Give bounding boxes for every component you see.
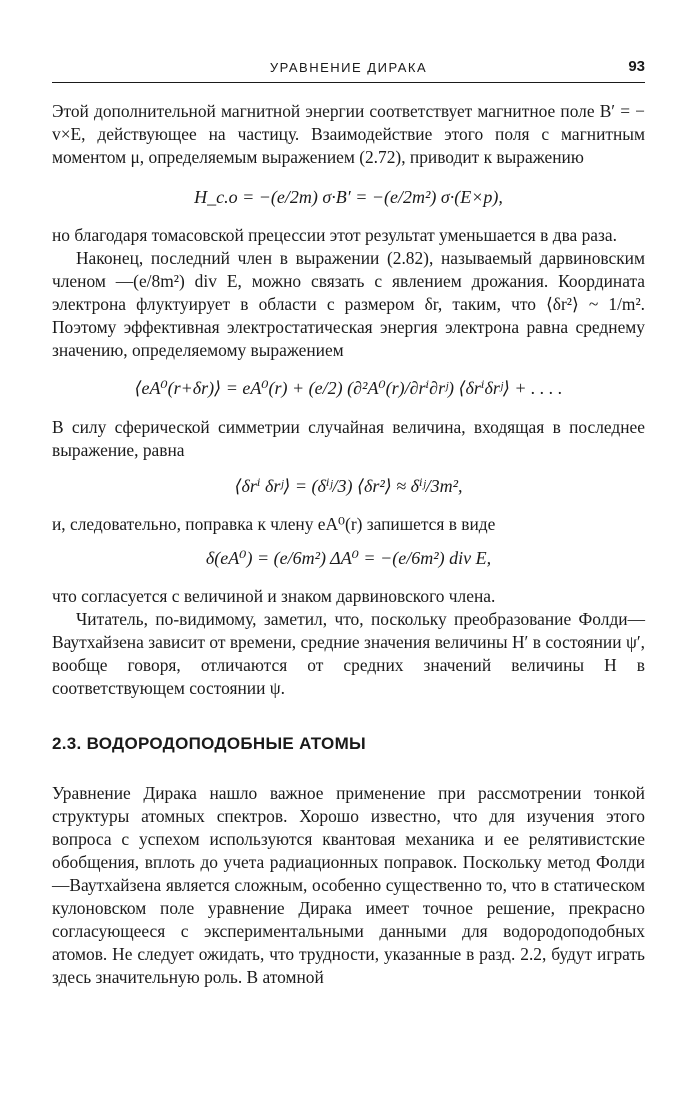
body-text bbox=[52, 100, 645, 989]
paragraph-4: В силу сферической симметрии случайная величина, входящая в последнее выражение, равна bbox=[52, 417, 645, 460]
formula-darwin-average: ⟨eA⁰(r+δr)⟩ = eA⁰(r) + (e/2) (∂²A⁰(r)/∂rⁱ∂rʲ) ⟨δrⁱδrʲ⟩ + . . . . bbox=[134, 378, 563, 398]
paragraph-8: Уравнение Дирака нашло важное применение при рассмотрении тонкой структуры атомных спектров. Хорошо известно, что для изучения этого вопроса с успехом используются квантовая механика и ее релятивистские обобщения, вплоть до учета радиационных поправок. Поскольку метод Фолди—Ваутхайзена является сложным, особенно существенно то, что в статическом кулоновском поле уравнение Дирака имеет точное решение, прекрасно согласующееся с экспериментальными данными для водородоподобных атомов. Не следует ожидать, что трудности, указанные в разд. 2.2, будут играть здесь значительную роль. В атомной bbox=[52, 783, 645, 987]
page-header bbox=[52, 58, 645, 83]
page-number: 93 bbox=[628, 58, 645, 75]
running-title: УРАВНЕНИЕ ДИРАКА bbox=[269, 60, 428, 75]
paragraph-7: Читатель, по-видимому, заметил, что, поскольку преобразование Фолди—Ваутхайзена зависит от времени, средние значения величины H′ в состоянии ψ′, вообще говоря, отличаются от средних значений величины H в соответствующем состоянии ψ. bbox=[52, 609, 645, 698]
formula-symmetry: ⟨δrⁱ δrʲ⟩ = (δⁱʲ/3) ⟨δr²⟩ ≈ δⁱʲ/3m², bbox=[234, 476, 463, 496]
paragraph-5: и, следовательно, поправка к члену eA⁰(r) запишется в виде bbox=[52, 514, 496, 534]
paragraph-2: но благодаря томасовской прецессии этот результат уменьшается в два раза. bbox=[52, 225, 617, 245]
formula-correction: δ(eA⁰) = (e/6m²) ΔA⁰ = −(e/6m²) div E, bbox=[205, 548, 492, 568]
formula-spin-orbit: H_c.o = −(e/2m) σ·B′ = −(e/2m²) σ·(E×p), bbox=[194, 187, 503, 207]
paragraph-1: Этой дополнительной магнитной энергии соответствует магнитное поле B′ = − v×E, действующее на частицу. Взаимодействие этого поля с магнитным моментом μ, определяемым выражением (2.72), приводит к выражению bbox=[52, 101, 645, 167]
paragraph-3: Наконец, последний член в выражении (2.82), называемый дарвиновским членом —(e/8m²) div E, можно связать с явлением дрожания. Координата электрона флуктуирует в области с размером δr, таким, что ⟨δr²⟩ ~ 1/m². Поэтому эффективная электростатическая энергия электрона равна среднему значению, определяемому выражением bbox=[52, 248, 645, 360]
paragraph-6: что согласуется с величиной и знаком дарвиновского члена. bbox=[52, 586, 496, 606]
section-heading: 2.3. ВОДОРОДОПОДОБНЫЕ АТОМЫ bbox=[52, 734, 366, 753]
